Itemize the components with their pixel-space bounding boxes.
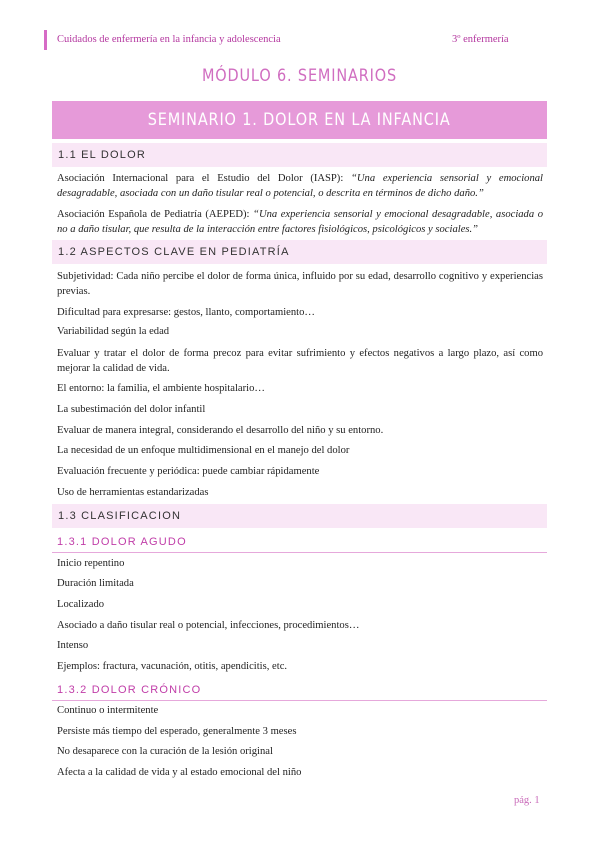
list-item: La subestimación del dolor infantil xyxy=(57,404,206,415)
definition-quote: “Una experiencia sensorial y emocional desagradable, asociada con un daño tisular real o potencial, o descrita en términos de dicho daño.” xyxy=(57,173,543,199)
list-item: Asociado a daño tisular real o potencial, infecciones, procedimientos… xyxy=(57,620,360,631)
list-item: Localizado xyxy=(57,599,105,610)
list-item: Ejemplos: fractura, vacunación, otitis, apendicitis, etc. xyxy=(57,661,288,672)
list-item: Afecta a la calidad de vida y al estado emocional del niño xyxy=(57,767,302,778)
definition-aeped xyxy=(57,207,543,237)
section-heading-text: 1.1 EL DOLOR xyxy=(58,149,146,161)
list-item: Evaluar y tratar el dolor de forma precoz para evitar sufrimiento y efectos negativos a largo plazo, así como mejorar la calidad de vida. xyxy=(57,348,543,374)
list-item: El entorno: la familia, el ambiente hospitalario… xyxy=(57,383,265,394)
list-item: Continuo o intermitente xyxy=(57,705,159,716)
seminar-title: SEMINARIO 1. DOLOR EN LA INFANCIA xyxy=(148,110,451,130)
list-item: Dificultad para expresarse: gestos, llanto, comportamiento… xyxy=(57,307,315,318)
page-number: pág. 1 xyxy=(514,795,540,806)
module-title: MÓDULO 6. SEMINARIOS xyxy=(201,66,397,86)
running-header xyxy=(44,30,547,50)
section-heading-clasificacion xyxy=(52,504,547,528)
list-item: No desaparece con la curación de la lesión original xyxy=(57,746,273,757)
list-item: Intenso xyxy=(57,640,89,651)
section-heading-text: 1.3 CLASIFICACION xyxy=(58,510,182,522)
list-item: Subjetividad: Cada niño percibe el dolor de forma única, influido por su edad, desarrollo cognitivo y experiencias previas. xyxy=(57,271,543,297)
subsection-heading-text: 1.3.1 DOLOR AGUDO xyxy=(57,536,187,548)
list-item: Evaluar de manera integral, considerando el desarrollo del niño y su entorno. xyxy=(57,425,384,436)
definition-source: Asociación Internacional para el Estudio del Dolor (IASP): xyxy=(57,173,351,184)
list-item: Persiste más tiempo del esperado, generalmente 3 meses xyxy=(57,726,297,737)
subsection-heading-dolor-cronico xyxy=(52,682,547,701)
course-year: 3º enfermería xyxy=(452,34,509,45)
section-heading-aspectos-clave xyxy=(52,240,547,264)
subsection-heading-dolor-agudo xyxy=(52,534,547,553)
subsection-heading-text: 1.3.2 DOLOR CRÓNICO xyxy=(57,684,202,696)
list-item: Variabilidad según la edad xyxy=(57,326,170,337)
definition-iasp xyxy=(57,171,543,201)
list-item: Uso de herramientas estandarizadas xyxy=(57,487,209,498)
list-item: Duración limitada xyxy=(57,578,134,589)
seminar-banner xyxy=(52,101,547,139)
list-item: La necesidad de un enfoque multidimensional en el manejo del dolor xyxy=(57,445,350,456)
course-title: Cuidados de enfermería en la infancia y adolescencia xyxy=(57,34,281,45)
section-heading-text: 1.2 ASPECTOS CLAVE EN PEDIATRÍA xyxy=(58,246,290,258)
list-item: Inicio repentino xyxy=(57,558,125,569)
list-item: Evaluación frecuente y periódica: puede cambiar rápidamente xyxy=(57,466,320,477)
definition-quote: “Una experiencia sensorial y emocional desagradable, asociada o no a daño tisular, que resulta de la interacción entre factores fisiológicos, psicológicos y sociales.” xyxy=(57,209,544,235)
section-heading-el-dolor xyxy=(52,143,547,167)
definition-source: Asociación Española de Pediatría (AEPED): xyxy=(57,209,254,220)
